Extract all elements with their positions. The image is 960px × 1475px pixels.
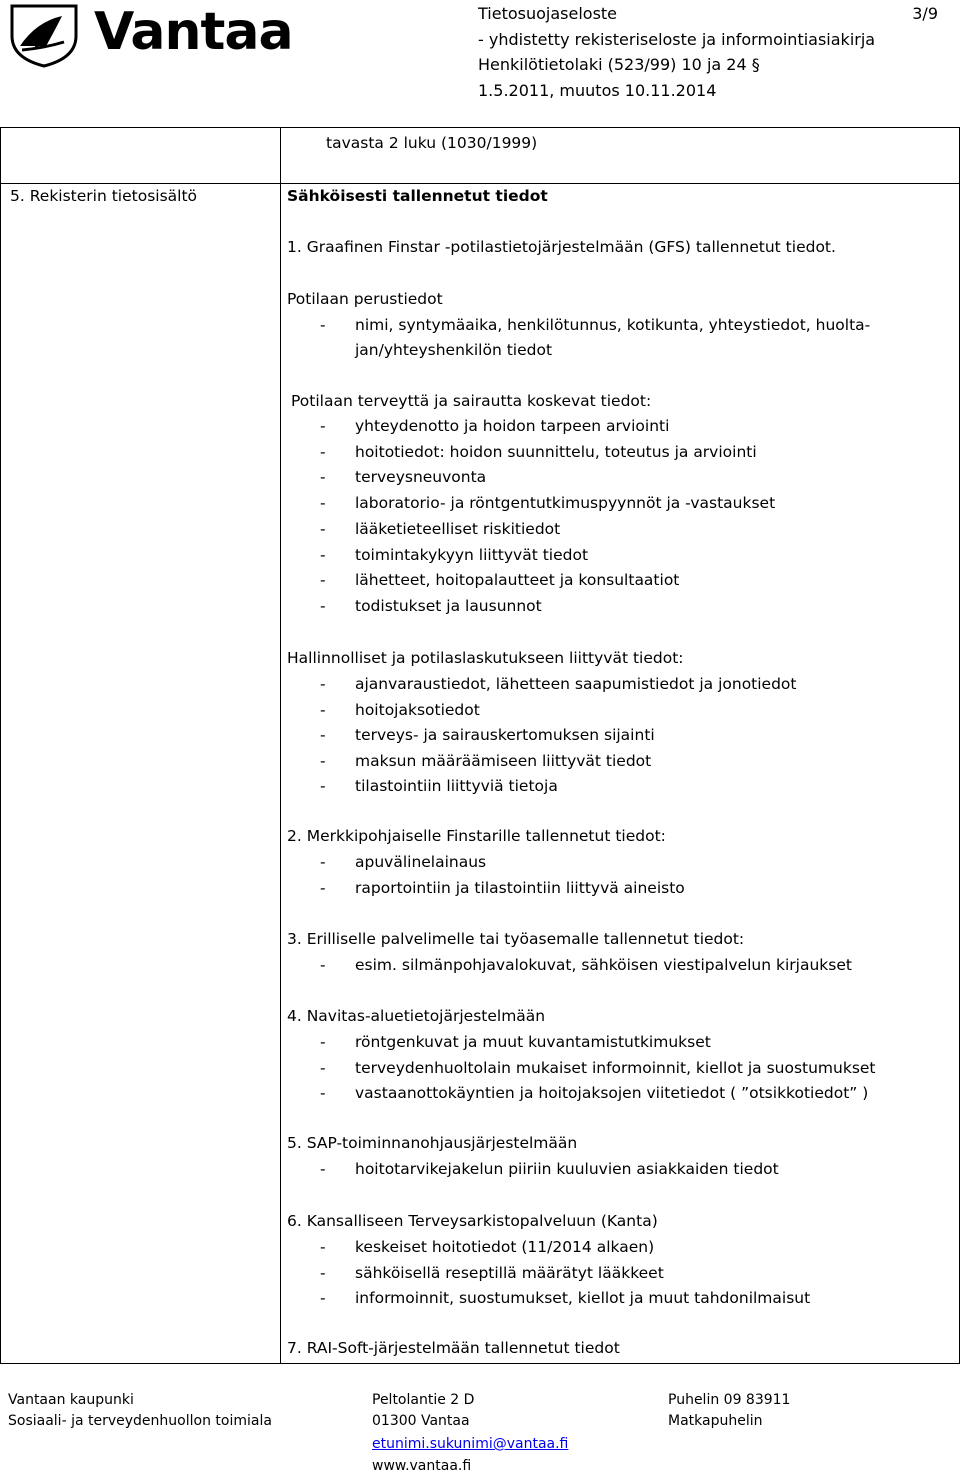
list-bullet: -	[320, 853, 326, 871]
list-item: tilastointiin liittyviä tietoja	[355, 777, 558, 795]
footer-department: Sosiaali- ja terveydenhuollon toimiala	[8, 1413, 272, 1429]
list-item: todistukset ja lausunnot	[355, 597, 542, 615]
section-4-heading: 4. Navitas-aluetietojärjestelmään	[287, 1007, 546, 1025]
footer-street-address: Peltolantie 2 D	[372, 1392, 475, 1408]
footer-mobile-label: Matkapuhelin	[668, 1413, 763, 1429]
section-7-heading: 7. RAI-Soft-järjestelmään tallennetut tiedot	[287, 1339, 620, 1357]
footer-email-link[interactable]: etunimi.sukunimi@vantaa.fi	[372, 1436, 569, 1452]
list-bullet: -	[320, 316, 326, 334]
footer-postal-address: 01300 Vantaa	[372, 1413, 470, 1429]
list-item: esim. silmänpohjavalokuvat, sähköisen viestipalvelun kirjaukset	[355, 956, 852, 974]
list-item: toimintakykyyn liittyvät tiedot	[355, 546, 589, 564]
list-item: keskeiset hoitotiedot (11/2014 alkaen)	[355, 1238, 655, 1256]
footer-phone: Puhelin 09 83911	[668, 1392, 791, 1408]
list-item: terveydenhuoltolain mukaiset informoinnit, kiellot ja suostumukset	[355, 1059, 876, 1077]
list-item: lääketieteelliset riskitiedot	[355, 520, 561, 538]
list-item: laboratorio- ja röntgentutkimuspyynnöt ja -vastaukset	[355, 494, 776, 512]
admin-info-heading: Hallinnolliset ja potilaslaskutukseen liittyvät tiedot:	[287, 649, 684, 667]
list-bullet: -	[320, 571, 326, 589]
section-title: Sähköisesti tallennetut tiedot	[287, 187, 548, 205]
list-bullet: -	[320, 468, 326, 486]
list-bullet: -	[320, 777, 326, 795]
list-item: terveys- ja sairauskertomuksen sijainti	[355, 726, 655, 744]
intro-text: 1. Graafinen Finstar -potilastietojärjestelmään (GFS) tallennetut tiedot.	[287, 238, 836, 256]
list-item: terveysneuvonta	[355, 468, 487, 486]
list-bullet: -	[320, 879, 326, 897]
table-cell-content	[279, 183, 960, 1363]
section-3-heading: 3. Erilliselle palvelimelle tai työasemalle tallennetut tiedot:	[287, 930, 745, 948]
list-bullet: -	[320, 1238, 326, 1256]
list-bullet: -	[320, 752, 326, 770]
row-label: 5. Rekisterin tietosisältö	[10, 187, 198, 205]
list-bullet: -	[320, 675, 326, 693]
list-bullet: -	[320, 1289, 326, 1307]
list-bullet: -	[320, 520, 326, 538]
list-bullet: -	[320, 1084, 326, 1102]
list-item: hoitotarvikejakelun piiriin kuuluvien asiakkaiden tiedot	[355, 1160, 779, 1178]
list-item: sähköisellä reseptillä määrätyt lääkkeet	[355, 1264, 664, 1282]
section-2-heading: 2. Merkkipohjaiselle Finstarille tallennetut tiedot:	[287, 827, 666, 845]
list-item: yhteydenotto ja hoidon tarpeen arviointi	[355, 417, 670, 435]
footer-organization: Vantaan kaupunki	[8, 1392, 134, 1408]
list-bullet: -	[320, 597, 326, 615]
list-item: hoitotiedot: hoidon suunnittelu, toteutus ja arviointi	[355, 443, 757, 461]
list-bullet: -	[320, 494, 326, 512]
logo-wordmark: Vantaa	[94, 2, 293, 62]
basic-info-heading: Potilaan perustiedot	[287, 290, 443, 308]
section-5-heading: 5. SAP-toiminnanohjausjärjestelmään	[287, 1134, 578, 1152]
list-item: lähetteet, hoitopalautteet ja konsultaatiot	[355, 571, 680, 589]
list-bullet: -	[320, 956, 326, 974]
document-date: 1.5.2011, muutos 10.11.2014	[478, 81, 717, 100]
section-6-heading: 6. Kansalliseen Terveysarkistopalveluun (Kanta)	[287, 1212, 658, 1230]
list-item: jan/yhteyshenkilön tiedot	[355, 341, 553, 359]
continuation-text: tavasta 2 luku (1030/1999)	[326, 134, 538, 152]
page-number: 3/9	[912, 4, 938, 23]
coat-of-arms-icon	[6, 2, 82, 68]
list-item: maksun määräämiseen liittyvät tiedot	[355, 752, 652, 770]
document-subtitle: - yhdistetty rekisteriseloste ja informointiasiakirja	[478, 30, 876, 49]
list-bullet: -	[320, 701, 326, 719]
document-title: Tietosuojaseloste	[478, 4, 618, 23]
list-bullet: -	[320, 726, 326, 744]
list-item: informoinnit, suostumukset, kiellot ja muut tahdonilmaisut	[355, 1289, 811, 1307]
list-item: röntgenkuvat ja muut kuvantamistutkimukset	[355, 1033, 711, 1051]
table-cell-label	[0, 183, 281, 1363]
vantaa-logo	[6, 0, 296, 72]
footer-website[interactable]: www.vantaa.fi	[372, 1458, 472, 1474]
law-reference: Henkilötietolaki (523/99) 10 ja 24 §	[478, 55, 760, 74]
list-item: ajanvaraustiedot, lähetteen saapumistiedot ja jonotiedot	[355, 675, 797, 693]
health-info-heading: Potilaan terveyttä ja sairautta koskevat tiedot:	[291, 392, 652, 410]
list-item: hoitojaksotiedot	[355, 701, 480, 719]
list-bullet: -	[320, 1059, 326, 1077]
table-cell-continuation-left	[0, 127, 281, 183]
list-item: apuvälinelainaus	[355, 853, 487, 871]
list-bullet: -	[320, 443, 326, 461]
list-item: nimi, syntymäaika, henkilötunnus, kotikunta, yhteystiedot, huolta-	[355, 316, 871, 334]
list-item: raportointiin ja tilastointiin liittyvä aineisto	[355, 879, 685, 897]
list-bullet: -	[320, 417, 326, 435]
list-bullet: -	[320, 1033, 326, 1051]
list-item: vastaanottokäyntien ja hoitojaksojen viitetiedot ( ”otsikkotiedot” )	[355, 1084, 869, 1102]
table-bottom-border	[0, 1363, 960, 1364]
list-bullet: -	[320, 546, 326, 564]
list-bullet: -	[320, 1160, 326, 1178]
list-bullet: -	[320, 1264, 326, 1282]
